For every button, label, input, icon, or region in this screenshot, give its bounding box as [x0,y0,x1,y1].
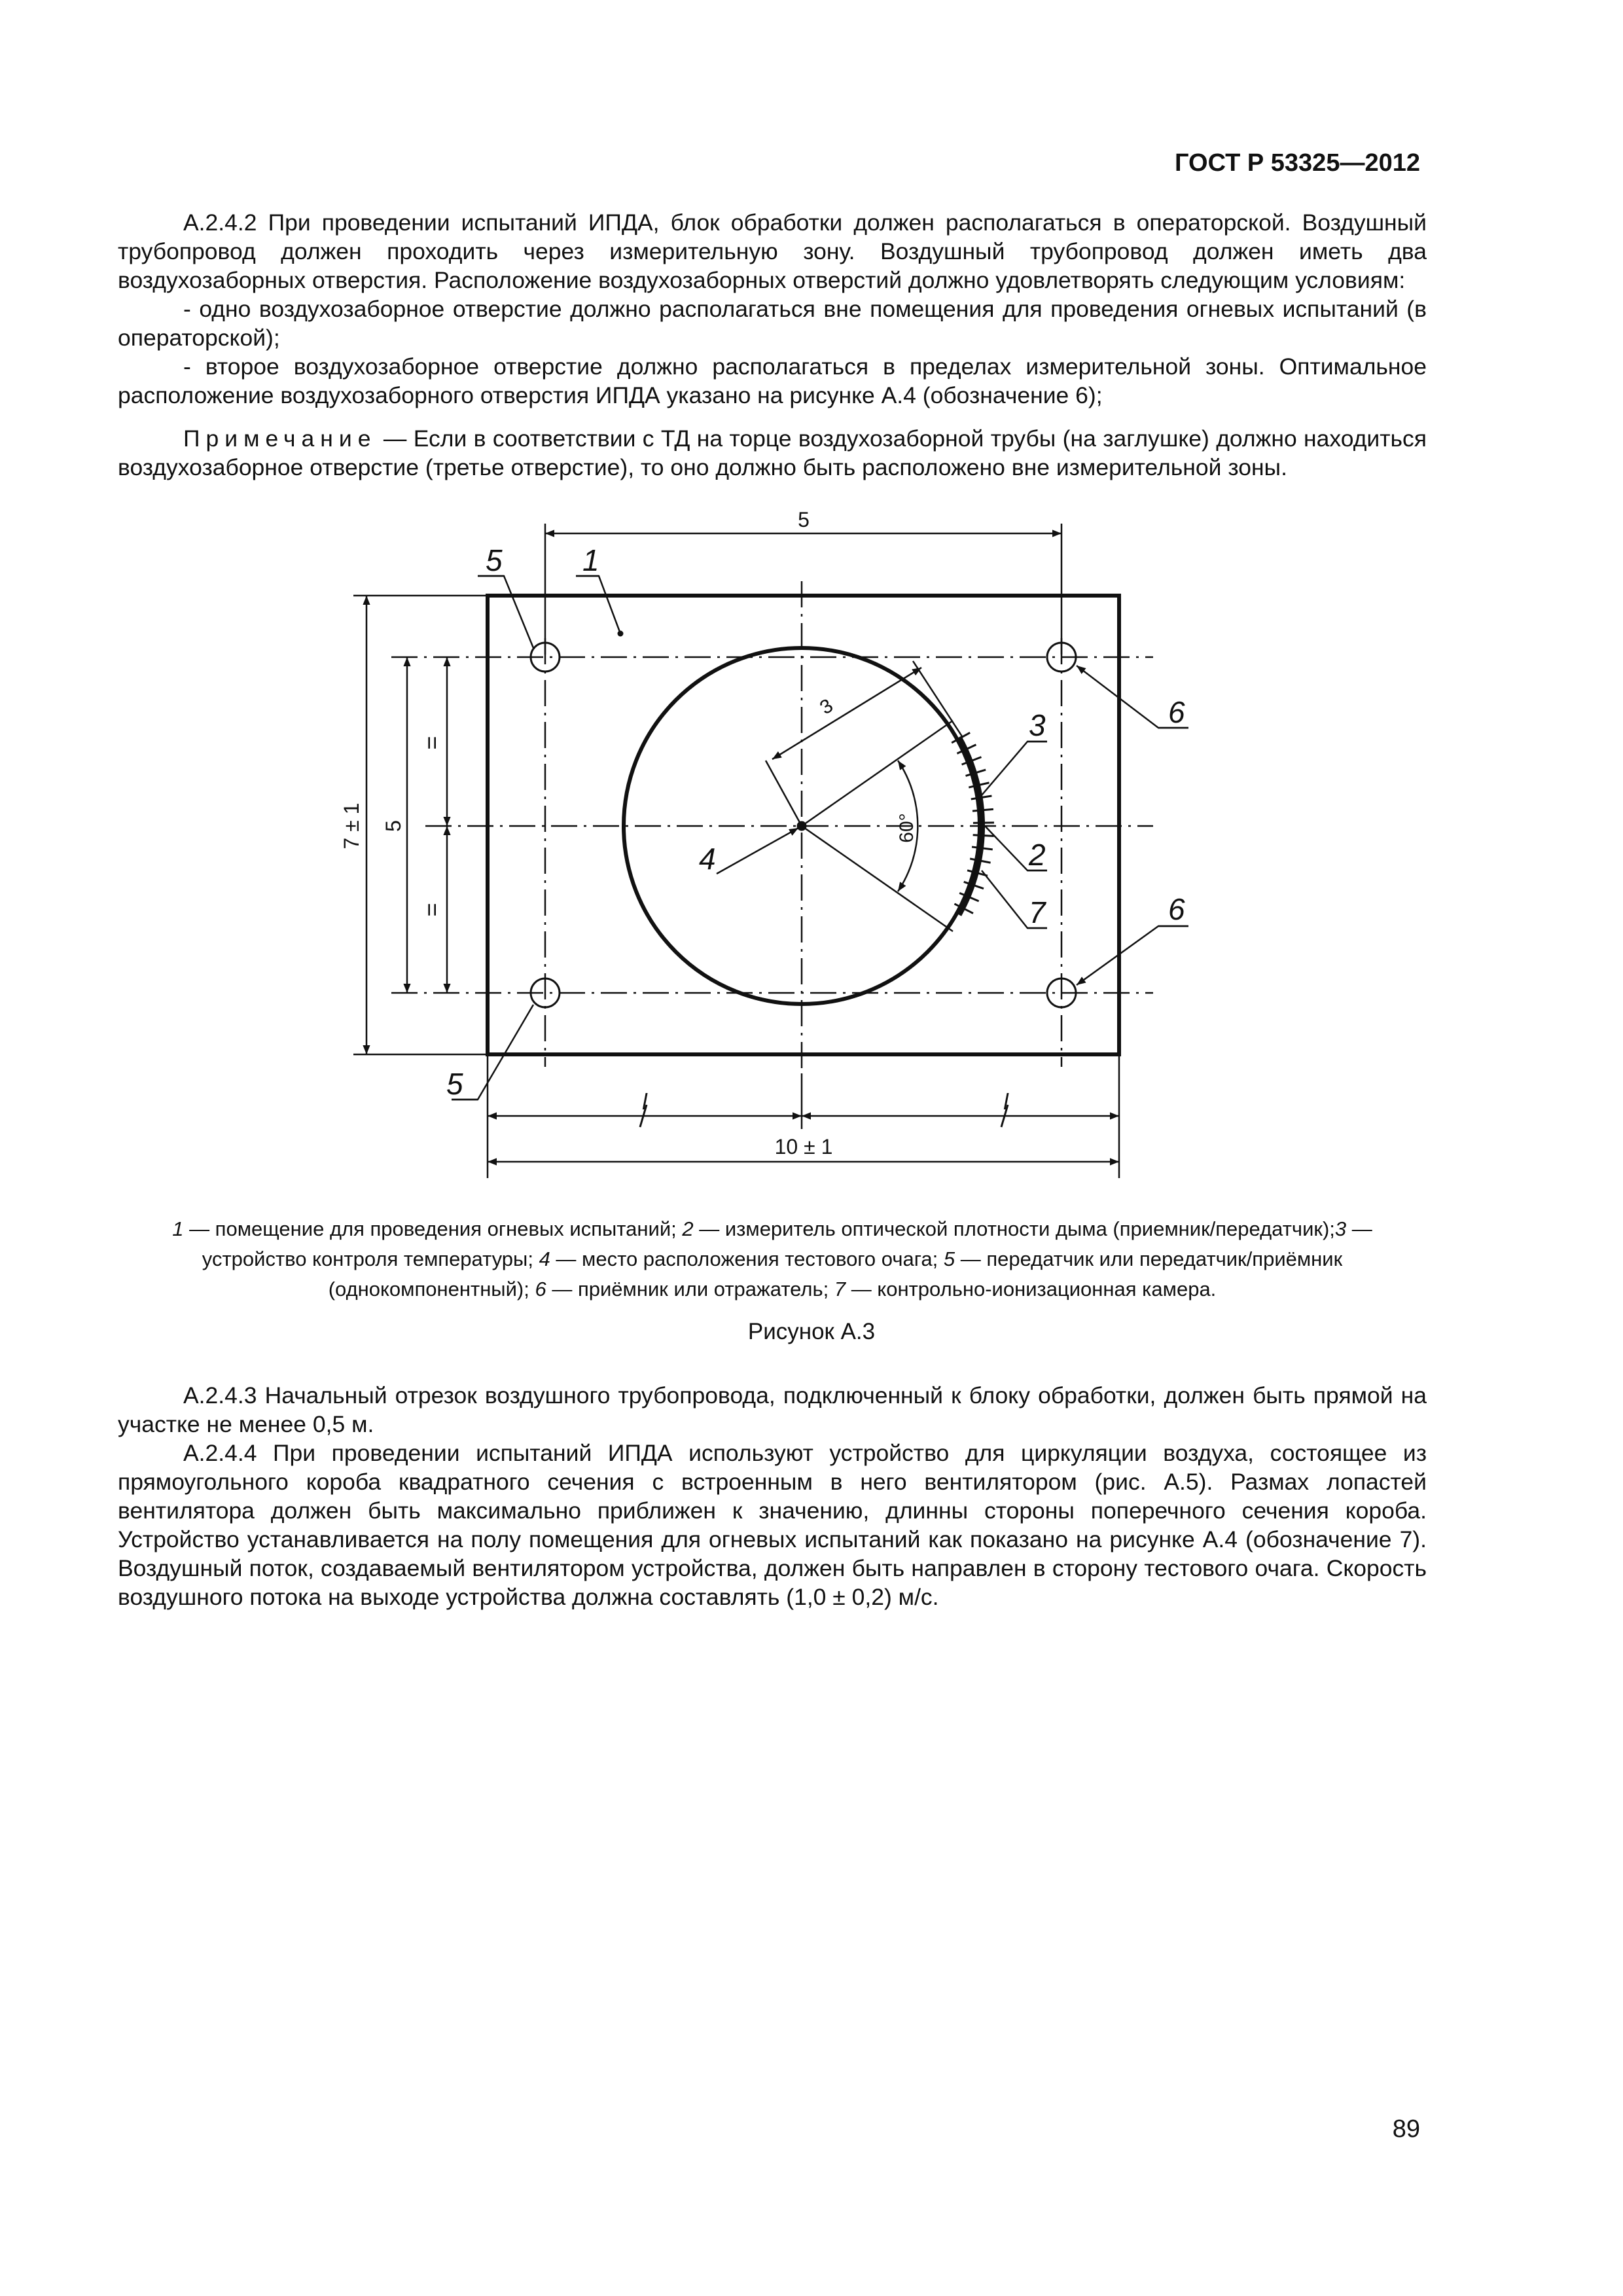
dim-text-half-right: l [1003,1090,1008,1115]
eq-text-lower: = [418,903,445,917]
label-6-top: 6 [1168,695,1185,729]
leader-3 [982,742,1047,795]
note-paragraph [118,424,1427,482]
legend-number-7: 7 [834,1278,846,1300]
leader-1 [576,576,620,634]
section-a243-a244 [118,1381,1427,1611]
label-5-top: 5 [486,543,503,577]
leader-5-bottom [452,1005,533,1100]
paragraph-a243: А.2.4.3 Начальный отрезок воздушного трубопровода, подключенный к блоку обработки, должен быть прямой на участке не менее 0,5 м. [118,1382,1427,1437]
sensor-tick [972,847,993,850]
label-3: 3 [1029,708,1046,742]
leader-6-bottom [1077,926,1188,985]
label-7: 7 [1029,895,1046,929]
paragraph-a242: А.2.4.2 При проведении испытаний ИПДА, блок обработки должен располагаться в операторской. Воздушный трубопровод должен проходить через измерительную зону. Воздушный трубопровод должен иметь два воздухозаборных отверстия. Расположение воздухозаборных отверстий должно удовлетворять следующим условиям: [118,209,1427,293]
paragraph-a244: А.2.4.4 При проведении испытаний ИПДА используют устройство для циркуляции воздуха, состоящее из прямоугольного короба квадратного сечения с встроенным в него вентилятором (рис. А.5). Размах лопастей вентилятора должен быть максимально приближен к значению, длинны стороны поперечного сечения короба. Устройство устанавливается на полу помещения для огневых испытаний как показано на рисунке А.4 (обозначение 7). Воздушный поток, создаваемый вентилятором устройства, должен быть направлен в сторону тестового очага. Скорость воздушного потока на выходе устройства должна составлять (1,0 ± 0,2) м/с. [118,1440,1427,1610]
label-4: 4 [699,842,716,876]
section-a242 [118,208,1427,482]
legend-number-3: 3 [1334,1217,1347,1240]
leader-4 [717,828,798,874]
figure-a3-diagram [314,511,1309,1198]
dim-text-top: 5 [798,511,810,531]
dim-text-half-left: l [642,1090,647,1115]
test-fire-location [797,821,806,831]
legend-text-5: — передатчик или передатчик/приёмник (однокомпонентный); [328,1247,1343,1300]
note-label: Примечание [183,425,377,452]
figure-caption: Рисунок А.3 [747,1319,876,1344]
legend-number-6: 6 [535,1278,546,1300]
dim-text-left-outer: 7 ± 1 [340,802,363,850]
label-2: 2 [1029,838,1046,872]
list-item-2: - второе воздухозаборное отверстие должно располагаться в пределах измерительной зоны. Оптимальное расположение воздухозаборного отверстия ИПДА указано на рисунке А.4 (обозначение 6); [118,353,1427,408]
eq-text-upper: = [418,736,445,750]
page-number: 89 [1392,2115,1420,2143]
radius-line-upper [802,721,953,826]
legend-number-4: 4 [539,1247,550,1270]
radius-line-lower [802,826,953,931]
angle-text: 60° [896,813,918,843]
sensor-tick [973,835,994,836]
legend-text-3: — устройство контроля температуры; [202,1217,1372,1270]
label-1: 1 [582,543,599,577]
legend-text-4: — место расположения тестового очага; [550,1247,944,1270]
legend-number-2: 2 [682,1217,694,1240]
legend-number-5: 5 [943,1247,955,1270]
legend-text-2: — измеритель оптической плотности дыма (приемник/передатчик); [693,1217,1335,1240]
dim-text-left-inner: 5 [382,820,405,832]
legend-text-1: — помещение для проведения огневых испытаний; [183,1217,683,1240]
figure-legend [131,1214,1414,1304]
dim-text-bottom: 10 ± 1 [774,1135,833,1158]
note-text: — Если в соответствии с ТД на торце воздухозаборной трубы (на заглушке) должно находиться воздухозаборное отверстие (третье отверстие), то оно должно быть расположено вне измерительной зоны. [118,425,1427,480]
sensor-tick [972,809,993,811]
label-6-bottom: 6 [1168,892,1185,926]
list-item-1: - одно воздухозаборное отверстие должно располагаться вне помещения для проведения огневых испытаний (в операторской); [118,296,1427,351]
dim-text-radius: 3 [816,694,837,719]
dim-line-radius [772,668,921,759]
legend-text-7: — контрольно-ионизационная камера. [846,1278,1217,1300]
legend-text-6: — приёмник или отражатель; [546,1278,834,1300]
label-5-bottom: 5 [446,1067,463,1101]
legend-number-1: 1 [172,1217,184,1240]
document-header: ГОСТ Р 53325—2012 [1175,149,1420,177]
